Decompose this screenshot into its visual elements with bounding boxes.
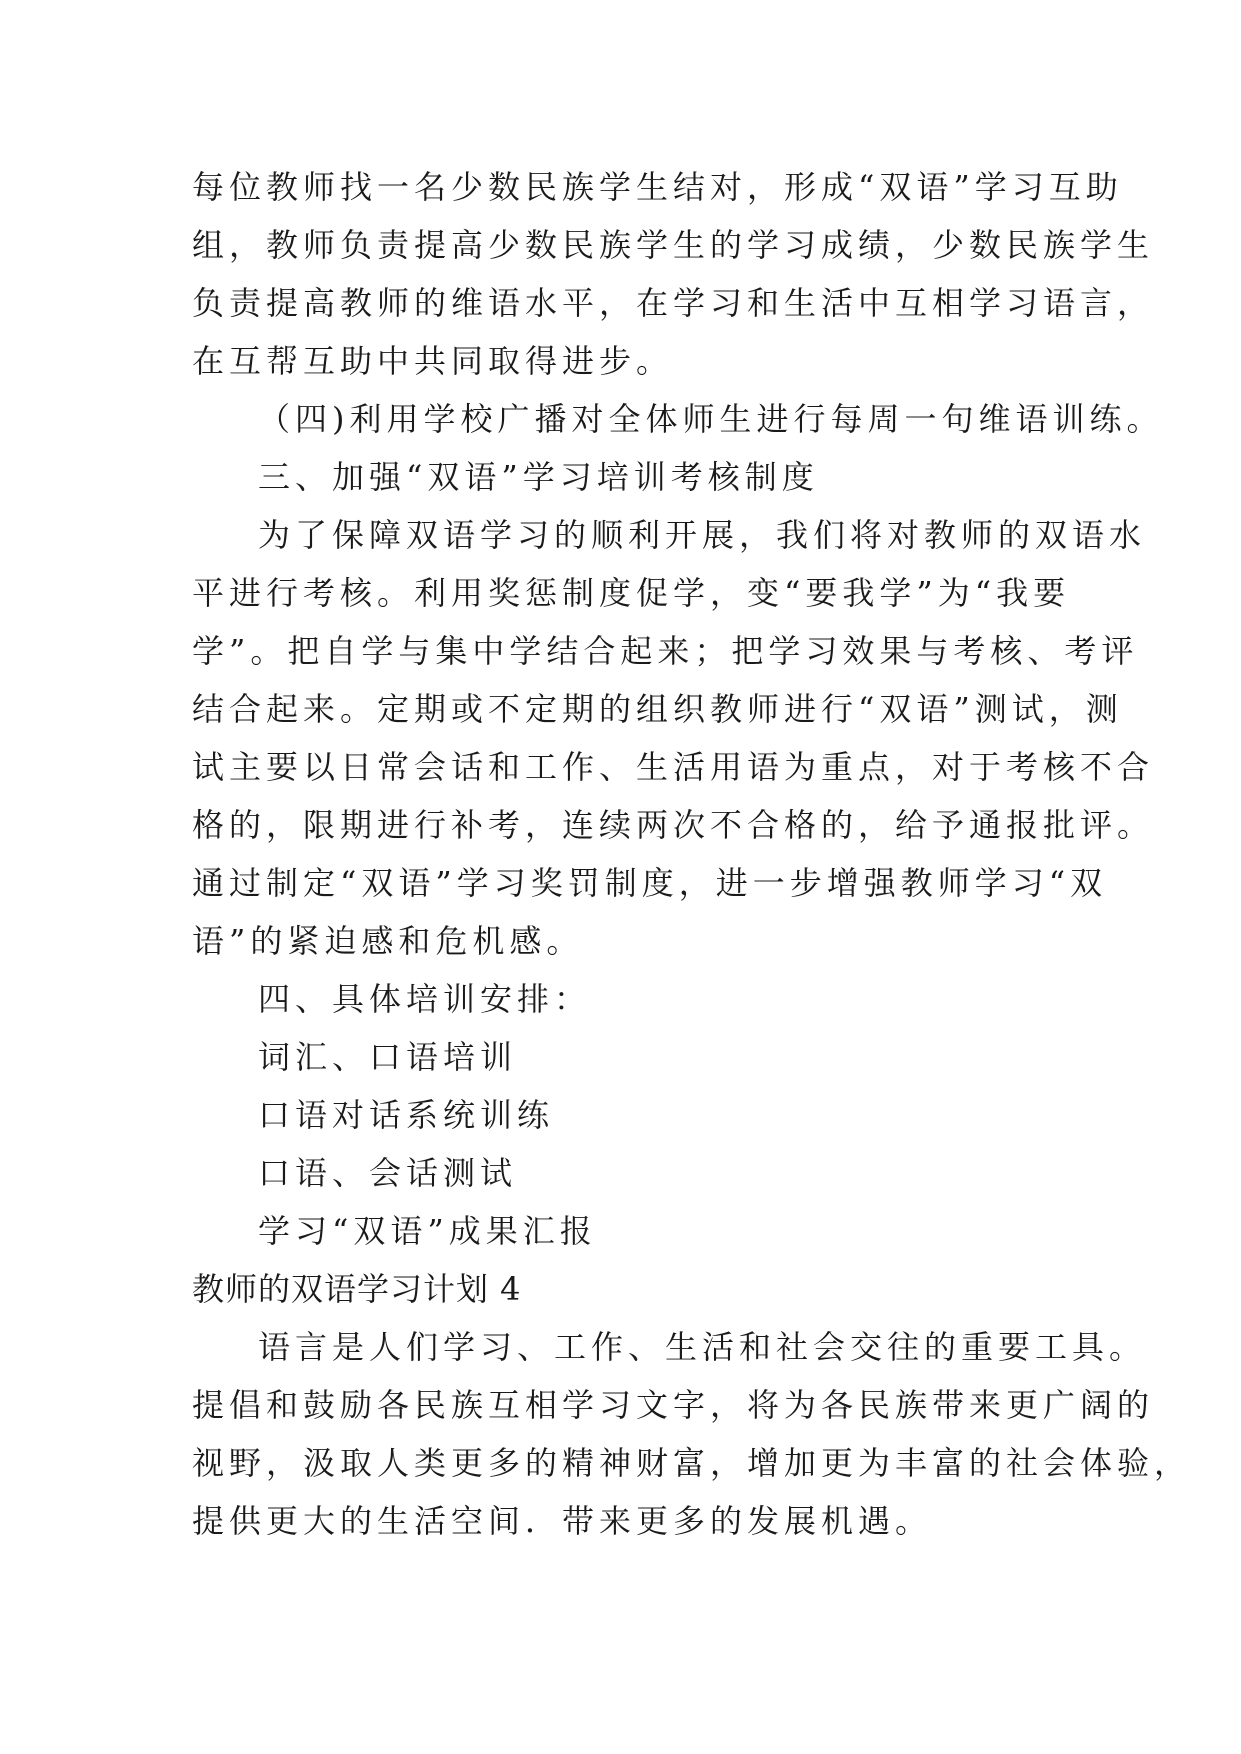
paragraph-line: 格的，限期进行补考，连续两次不合格的，给予通报批评。 [192, 806, 1155, 844]
list-item: 词汇、口语培训 [258, 1038, 518, 1076]
paragraph-line: （四)利用学校广播对全体师生进行每周一句维语训练。 [258, 400, 1164, 438]
paragraph-line: 组，教师负责提高少数民族学生的学习成绩，少数民族学生 [192, 226, 1155, 264]
document-title: 教师的双语学习计划 4 [192, 1270, 522, 1308]
section-heading: 四、具体培训安排： [258, 980, 592, 1018]
paragraph-line: 结合起来。定期或不定期的组织教师进行“双语”测试，测 [192, 690, 1123, 728]
paragraph-line: 提供更大的生活空间．带来更多的发展机遇。 [192, 1502, 933, 1540]
list-item: 学习“双语”成果汇报 [258, 1212, 597, 1250]
paragraph-line: 为了保障双语学习的顺利开展，我们将对教师的双语水 [258, 516, 1147, 554]
paragraph-line: 语”的紧迫感和危机感。 [192, 922, 584, 960]
section-heading: 三、加强“双语”学习培训考核制度 [258, 458, 819, 496]
paragraph-line: 每位教师找一名少数民族学生结对，形成“双语”学习互助 [192, 168, 1123, 206]
paragraph-line: 试主要以日常会话和工作、生活用语为重点，对于考核不合 [192, 748, 1155, 786]
paragraph-line: 平进行考核。利用奖惩制度促学，变“要我学”为“我要 [192, 574, 1071, 612]
paragraph-line: 学”。把自学与集中学结合起来；把学习效果与考核、考评 [192, 632, 1139, 670]
document-body [192, 158, 1192, 1550]
paragraph-line: 负责提高教师的维语水平，在学习和生活中互相学习语言， [192, 284, 1155, 322]
list-item: 口语、会话测试 [258, 1154, 518, 1192]
paragraph-line: 提倡和鼓励各民族互相学习文字，将为各民族带来更广阔的 [192, 1386, 1155, 1424]
paragraph-line: 语言是人们学习、工作、生活和社会交往的重要工具。 [258, 1328, 1147, 1366]
paragraph-line: 通过制定“双语”学习奖罚制度，进一步增强教师学习“双 [192, 864, 1108, 902]
paragraph-line: 视野，汲取人类更多的精神财富，增加更为丰富的社会体验， [192, 1444, 1192, 1482]
paragraph-line: 在互帮互助中共同取得进步。 [192, 342, 674, 380]
list-item: 口语对话系统训练 [258, 1096, 555, 1134]
